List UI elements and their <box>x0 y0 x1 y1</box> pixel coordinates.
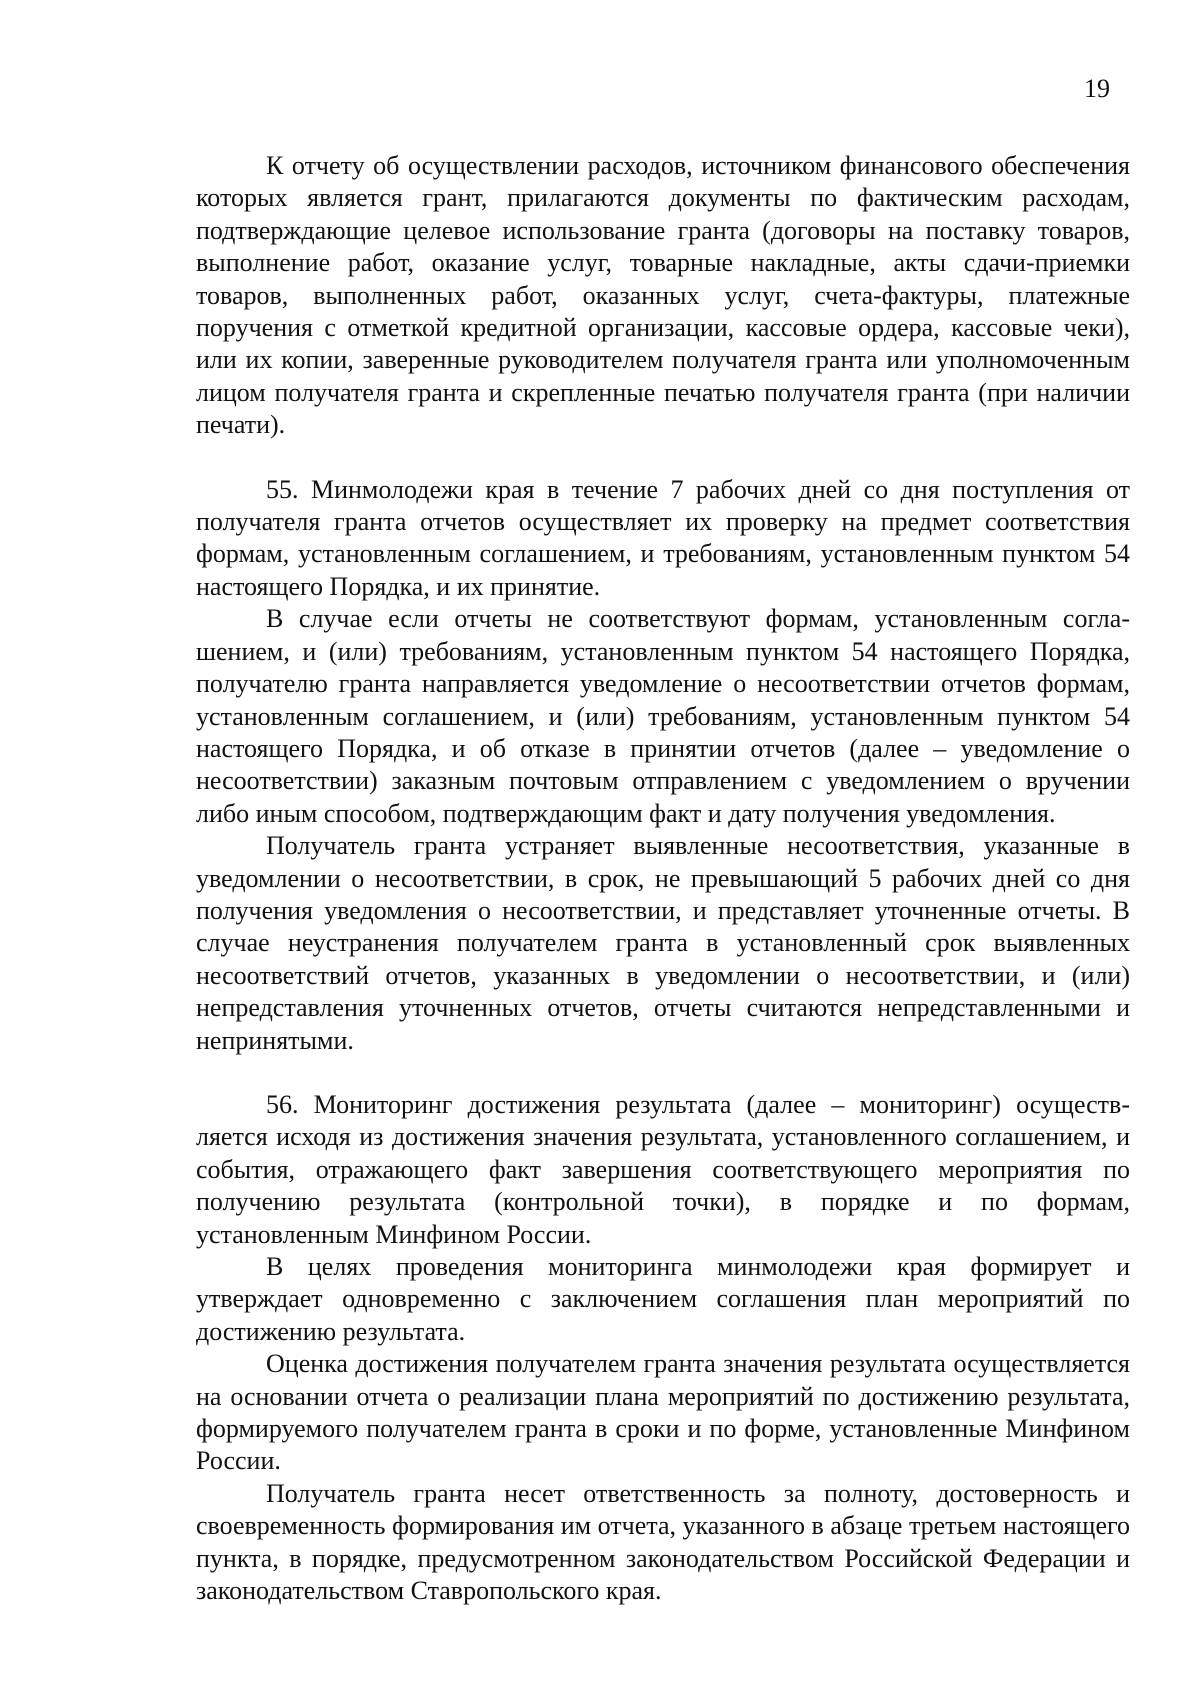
paragraph-55: 55. Минмолодежи края в течение 7 рабочих дней со дня поступления от получателя гранта отчетов осуществляет их проверку на предмет соответствия формам, установленным соглашением, и требованиям, установленным пунктом 54 настоящего Порядка, и их принятие. <box>196 474 1130 601</box>
document-body <box>196 150 1130 1607</box>
paragraph-55-correction: Получатель гранта устраняет выявленные несоответствия, указанные в уведомлении о несоответствии, в срок, не превышающий 5 рабочих дней со дня получения уведомления о несоответствии, и представляет уточненные отчеты. В случае неустранения получателем гранта в установленный срок выявленных несоответствий отчетов, указанных в уведомлении о несоответствии, и (или) непредставления уточненных отчетов, отчеты считаются непредставленными и непринятыми. <box>196 831 1130 1055</box>
paragraph-56-assessment: Оценка достижения получателем гранта значения результата осуществляется на основании отчета о реализации плана мероприятий по достижению результата, формируемого получателем гранта в сроки и по форме, установленные Минфином России. <box>196 1349 1130 1476</box>
paragraph-56-monitoring-plan: В целях проведения мониторинга минмолодежи края формирует и утверждает одновременно с заключением соглашения план мероприятий по достижению результата. <box>196 1252 1130 1346</box>
paragraph-reports-attachments: К отчету об осуществлении расходов, источником финансового обеспечения которых является грант, прилагаются документы по фактическим расходам, подтверждающие целевое использование гранта (договоры на поставку товаров, выполнение работ, оказание услуг, товарные накладные, акты сдачи-приемки товаров, выполненных работ, оказанных услуг, счета-фактуры, платежные поручения с отметкой кредитной организации, кассовые ордера, кассовые чеки), или их копии, заверенные руководителем получателя гранта или уполномоченным лицом получателя гранта и скрепленные печатью получателя гранта (при наличии печати). <box>196 151 1130 440</box>
paragraph-56-responsibility: Получатель гранта несет ответственность за полноту, достоверность и своевременность формирования им отчета, указанного в абзаце третьем настоящего пункта, в порядке, предусмотренном законодательством Российской Федерации и законодательством Ставропольского края. <box>196 1478 1130 1606</box>
paragraph-55-nonconformity: В случае если отчеты не соответствуют формам, установленным соглашением, и (или) требованиям, установленным пунктом 54 настоящего Порядка, получателю гранта направляется уведомление о несоответствии отчетов формам, установленным соглашением, и (или) требованиям, установленным пунктом 54 настоящего Порядка, и об отказе в принятии отчетов (далее – уведомление о несоответствии) заказным почтовым отправлением с уведомлением о вручении либо иным способом, подтверждающим факт и дату получения уведомления. <box>196 604 1130 828</box>
page-number: 19 <box>1084 74 1110 103</box>
paragraph-56: 56. Мониторинг достижения результата (далее – мониторинг) осуществляется исходя из достижения значения результата, установленного соглашением, и события, отражающего факт завершения соответствующего мероприятия по получению результата (контрольной точки), в порядке и по формам, установленным Минфином России. <box>196 1089 1130 1249</box>
